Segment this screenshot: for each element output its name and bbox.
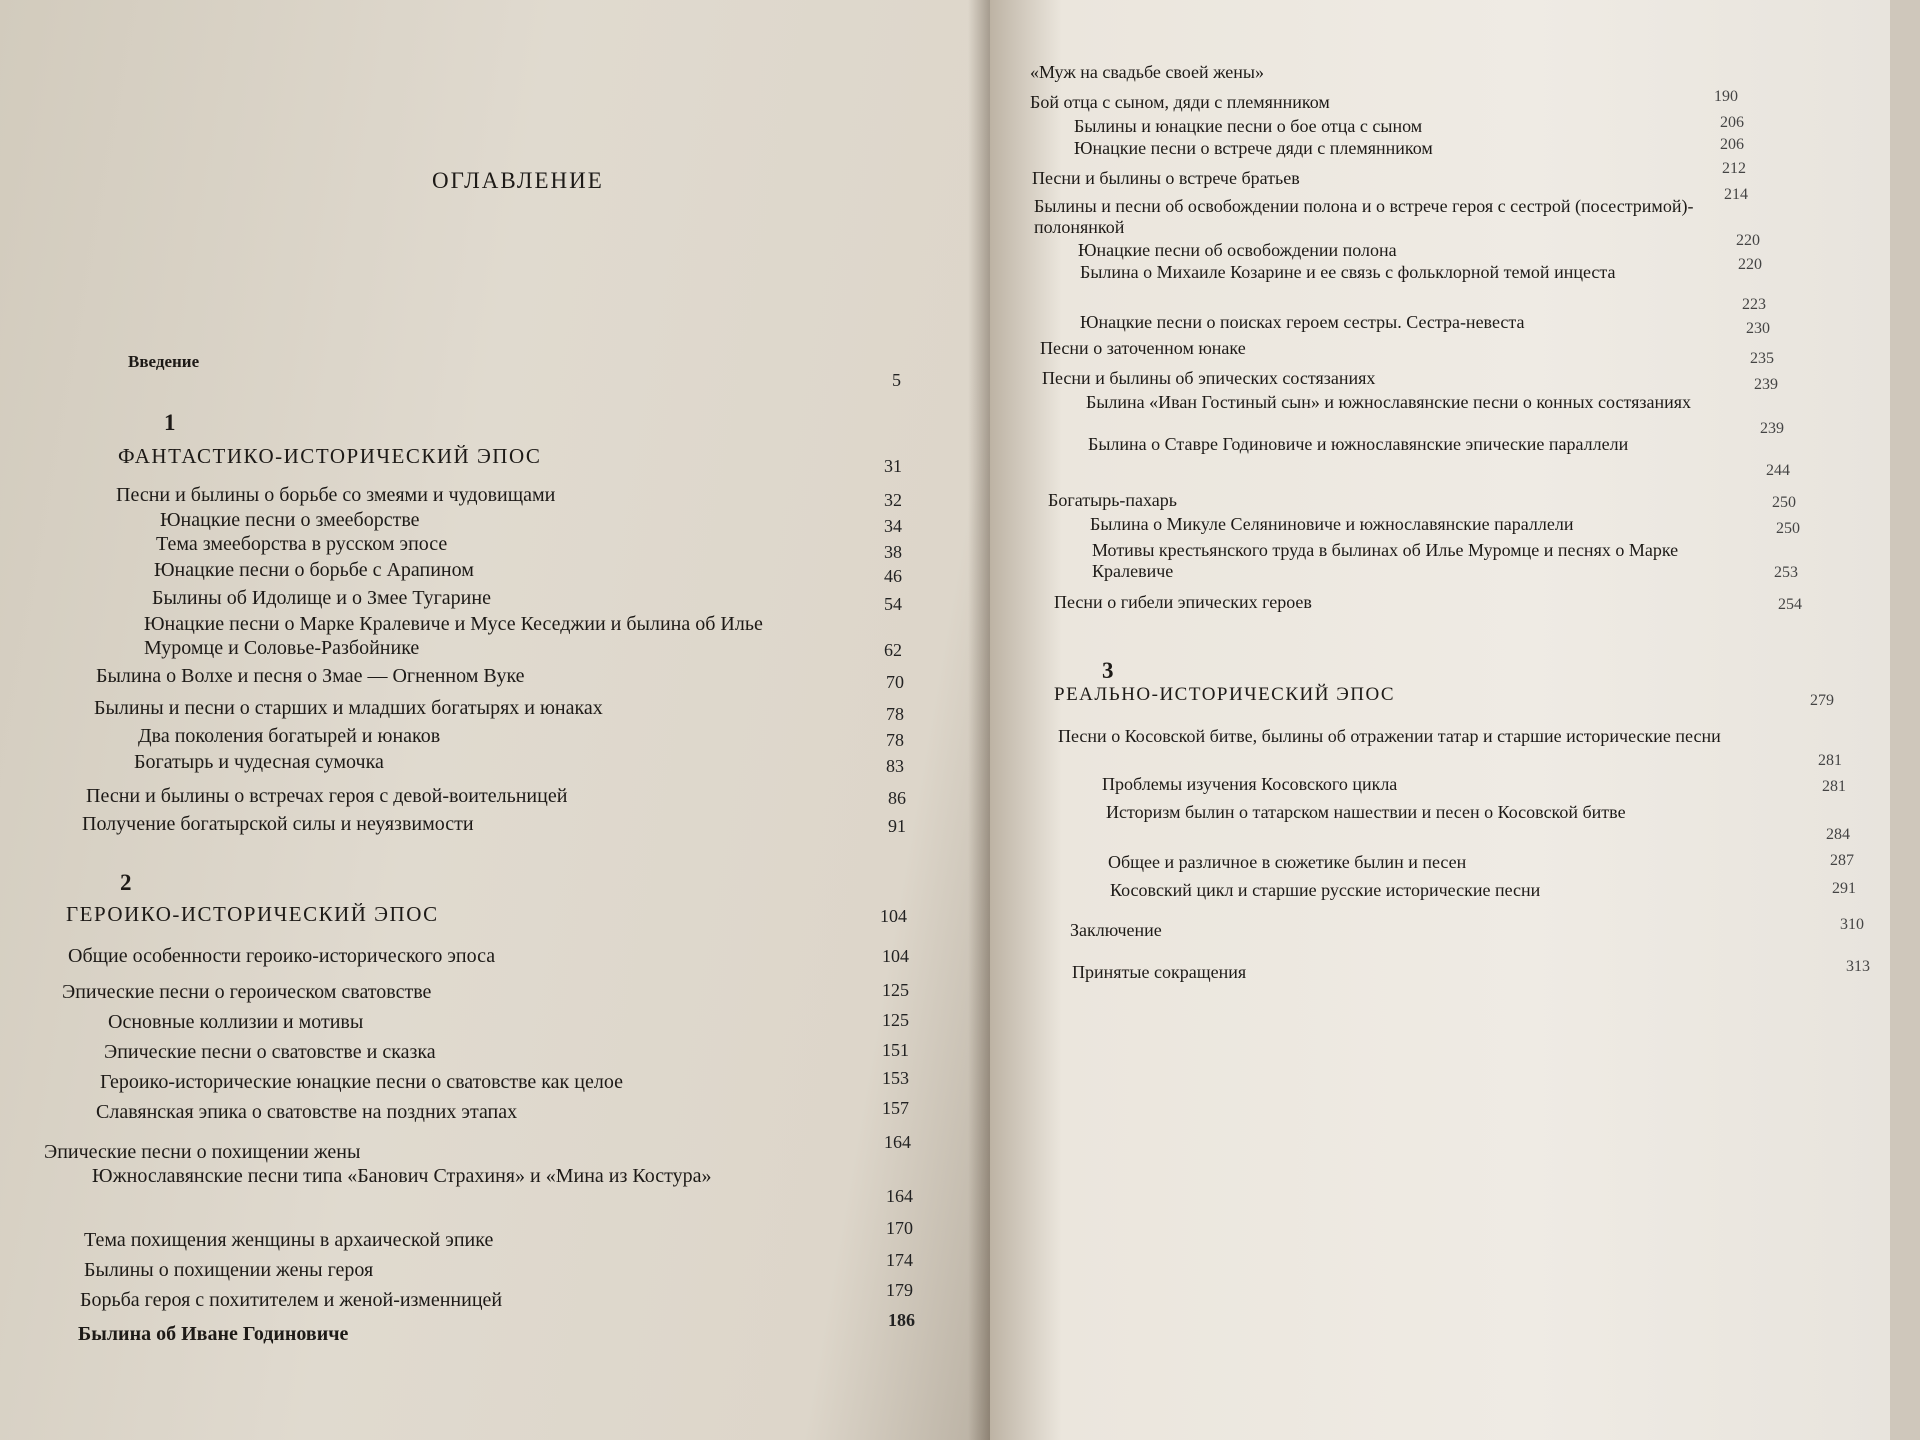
toc-entry: Песни о гибели эпических героев [1054, 592, 1312, 612]
toc-entry: Песни и былины о борьбе со змеями и чудовищами [116, 484, 556, 506]
conclusion-label: Заключение [1070, 920, 1162, 940]
part2-title: ГЕРОИКО-ИСТОРИЧЕСКИЙ ЭПОС [66, 902, 439, 926]
toc-entry: Богатырь и чудесная сумочка [134, 751, 384, 773]
toc-entry: Былина о Микуле Селяниновиче и южнославянские параллели [1090, 514, 1574, 534]
toc-page: 284 [1826, 826, 1850, 843]
toc-entry: Юнацкие песни о поисках героем сестры. Сестра-невеста [1080, 312, 1525, 332]
toc-entry: Былина о Михаиле Козарине и ее связь с фольклорной темой инцеста [1080, 262, 1616, 282]
toc-page: 220 [1736, 232, 1760, 249]
toc-page: 239 [1754, 376, 1778, 393]
toc-entry: Героико-исторические юнацкие песни о сватовстве как целое [100, 1071, 623, 1093]
toc-page: 86 [888, 788, 906, 808]
toc-entry: Общие особенности героико-исторического эпоса [68, 945, 496, 967]
toc-entry: Два поколения богатырей и юнаков [138, 725, 441, 747]
toc-page: 78 [886, 704, 904, 724]
toc-entry: Былины о похищении жены героя [84, 1259, 374, 1281]
toc-page: 38 [884, 542, 902, 562]
toc-page: 190 [1714, 88, 1738, 105]
toc-page: 46 [884, 566, 902, 586]
toc-page: 287 [1830, 852, 1854, 869]
toc-entry: Мотивы крестьянского труда в былинах об Илье Муромце и песнях о Марке Кралевиче [1092, 540, 1679, 581]
toc-entry: Бой отца с сыном, дяди с племянником [1030, 92, 1330, 112]
toc-page: 78 [886, 730, 904, 750]
toc-page: 157 [882, 1098, 909, 1118]
toc-entry: Юнацкие песни о встрече дяди с племянником [1074, 138, 1433, 158]
toc-page: 250 [1772, 494, 1796, 511]
toc-page: 281 [1818, 752, 1842, 769]
toc-entry: Юнацкие песни о змееборстве [160, 509, 420, 531]
toc-page: 206 [1720, 114, 1744, 131]
toc-page: 34 [884, 516, 902, 536]
toc-entry: Борьба героя с похитителем и женой-изменницей [80, 1289, 503, 1311]
toc-entry: Славянская эпика о сватовстве на поздних этапах [96, 1101, 518, 1123]
toc-page: 281 [1822, 778, 1846, 795]
toc-page: 104 [882, 946, 909, 966]
toc-page: 32 [884, 490, 902, 510]
part2-number: 2 [120, 870, 132, 895]
toc-page: 214 [1724, 186, 1748, 203]
toc-entry: Эпические песни о героическом сватовстве [62, 981, 432, 1003]
toc-entry: Песни и былины о встрече братьев [1032, 168, 1300, 188]
toc-page: 62 [884, 640, 902, 660]
toc-page: 174 [886, 1250, 913, 1270]
toc-entry: Получение богатырской силы и неуязвимости [82, 813, 474, 835]
toc-page: 250 [1776, 520, 1800, 537]
toc-entry: Южнославянские песни типа «Банович Страхиня» и «Мина из Костура» [92, 1165, 712, 1187]
part1-page: 31 [884, 456, 902, 476]
part3-page: 279 [1810, 692, 1834, 709]
toc-entry: Основные коллизии и мотивы [108, 1011, 364, 1033]
toc-entry: Песни и былины о встречах героя с девой-воительницей [86, 785, 568, 807]
part3-number: 3 [1102, 658, 1114, 683]
toc-page: 253 [1774, 564, 1798, 581]
toc-entry: Былина об Иване Годиновиче [78, 1323, 349, 1345]
toc-page: 170 [886, 1218, 913, 1238]
toc-page: 153 [882, 1068, 909, 1088]
toc-entry: Былины и юнацкие песни о бое отца с сыном [1074, 116, 1423, 136]
toc-page: 220 [1738, 256, 1762, 273]
toc-page: 230 [1746, 320, 1770, 337]
toc-entry: Былины об Идолище и о Змее Тугарине [152, 587, 491, 609]
toc-page: 291 [1832, 880, 1856, 897]
abbreviations-page: 313 [1846, 958, 1870, 975]
toc-entry: Песни о Косовской битве, былины об отражении татар и старшие исторические песни [1058, 726, 1721, 746]
toc-entry: Тема похищения женщины в архаической эпике [84, 1229, 494, 1251]
toc-entry: Проблемы изучения Косовского цикла [1102, 774, 1398, 794]
page-title: ОГЛАВЛЕНИЕ [432, 168, 604, 193]
toc-entry: Былины и песни о старших и младших богатырях и юнаках [94, 697, 603, 719]
right-page [990, 0, 1890, 1440]
toc-entry: Богатырь-пахарь [1048, 490, 1177, 510]
toc-page: 151 [882, 1040, 909, 1060]
toc-page: 164 [884, 1132, 911, 1152]
part3-title: РЕАЛЬНО-ИСТОРИЧЕСКИЙ ЭПОС [1054, 684, 1396, 705]
toc-page: 212 [1722, 160, 1746, 177]
toc-page: 164 [886, 1186, 913, 1206]
toc-page: 83 [886, 756, 904, 776]
toc-entry: Эпические песни о сватовстве и сказка [104, 1041, 436, 1063]
toc-page-extra: 254 [1778, 596, 1802, 613]
toc-page: 244 [1766, 462, 1790, 479]
toc-page: 223 [1742, 296, 1766, 313]
toc-entry: Песни и былины об эпических состязаниях [1042, 368, 1376, 388]
toc-entry: Тема змееборства в русском эпосе [156, 533, 448, 555]
toc-entry: Былина о Волхе и песня о Змае — Огненном Вуке [96, 665, 525, 687]
intro-label: Введение [128, 352, 200, 371]
toc-page: 186 [888, 1310, 915, 1330]
toc-page: 70 [886, 672, 904, 692]
part1-number: 1 [164, 410, 176, 435]
part2-page: 104 [880, 906, 907, 926]
toc-page: 125 [882, 980, 909, 1000]
toc-entry: Былины и песни об освобождении полона и о встрече героя с сестрой (посестримой)-полонянкой [1034, 196, 1694, 237]
toc-page: 91 [888, 816, 906, 836]
toc-entry: Юнацкие песни об освобождении полона [1078, 240, 1397, 260]
toc-entry: Общее и различное в сюжетике былин и песен [1108, 852, 1467, 872]
toc-page: 125 [882, 1010, 909, 1030]
toc-entry: Косовский цикл и старшие русские исторические песни [1110, 880, 1541, 900]
conclusion-page: 310 [1840, 916, 1864, 933]
toc-entry: Историзм былин о татарском нашествии и песен о Косовской битве [1106, 802, 1626, 822]
toc-entry: Былина «Иван Гостиный сын» и южнославянские песни о конных состязаниях [1086, 392, 1692, 412]
toc-page: 179 [886, 1280, 913, 1300]
toc-entry: Былина о Ставре Годиновиче и южнославянские эпические параллели [1088, 434, 1629, 454]
abbreviations-label: Принятые сокращения [1072, 962, 1247, 982]
intro-page: 5 [892, 370, 901, 390]
toc-entry: Песни о заточенном юнаке [1040, 338, 1246, 358]
toc-entry: Юнацкие песни о борьбе с Арапином [154, 559, 474, 581]
toc-page: 206 [1720, 136, 1744, 153]
page-edge [1890, 0, 1920, 1440]
toc-page: 239 [1760, 420, 1784, 437]
toc-page: 235 [1750, 350, 1774, 367]
toc-entry: Эпические песни о похищении жены [44, 1141, 361, 1163]
toc-page: 54 [884, 594, 902, 614]
toc-entry: Юнацкие песни о Марке Кралевиче и Мусе Кеседжии и былина об Илье Муромце и Соловье-Разбойнике [144, 613, 763, 659]
toc-entry: «Муж на свадьбе своей жены» [1030, 62, 1265, 82]
part1-title: ФАНТАСТИКО-ИСТОРИЧЕСКИЙ ЭПОС [118, 444, 542, 468]
